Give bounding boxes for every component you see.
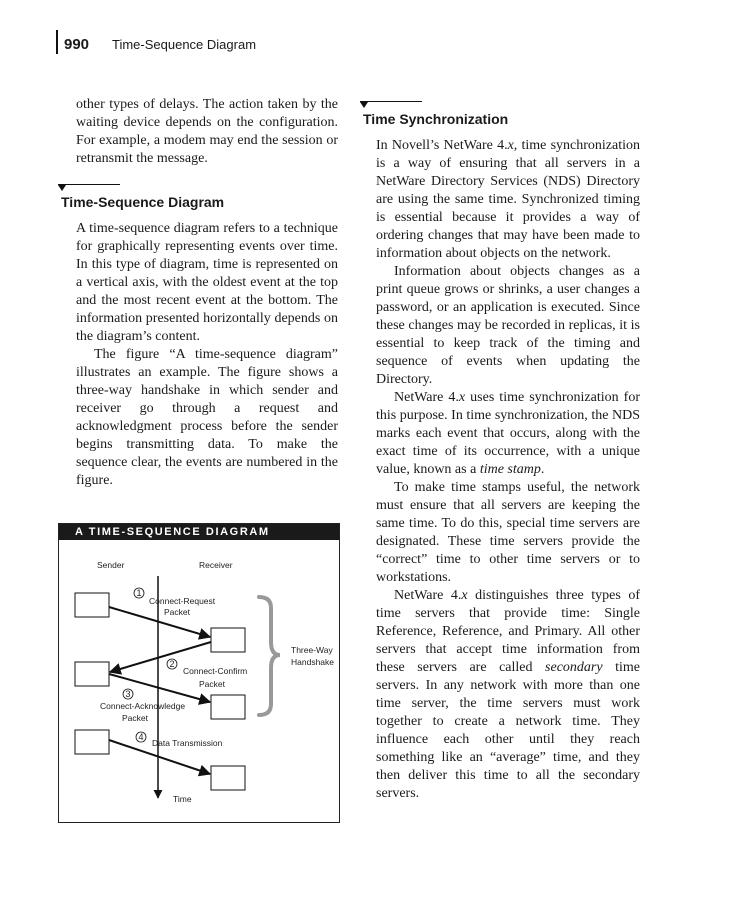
body-paragraph: Information about objects changes as a print queue grows or shrinks, a user changes a password, or an application is executed. Since these changes may be recorded in replicas, it is essential to keep track of the timing and sequence of events when updating the Directory. [376, 264, 640, 387]
step-label: Packet [122, 713, 148, 723]
section-title: Time Synchronization [363, 111, 509, 127]
italic-run: x [461, 588, 468, 603]
step-label: Connect-Request [149, 596, 216, 606]
body-paragraph [376, 587, 640, 803]
text-run: time servers. In any network with more than one time server, the time servers must work together to create a network time. They influence each other until they reach something like an “average” time, and they then deliver this time to all the secondary servers. [376, 660, 640, 801]
italic-run: secondary [545, 660, 603, 675]
step-number: 3 [125, 689, 131, 699]
intro-paragraph: other types of delays. The action taken by the waiting device depends on the configuration. For example, a modem may end the session or retransmit the message. [76, 97, 338, 166]
receiver-box [211, 766, 245, 790]
text-run: distinguishes three types of time servers that provide time: Single Reference, Reference, and Primary. All other servers that accept time information from these servers are called [376, 588, 641, 675]
brace-label: Handshake [291, 657, 335, 667]
step-label: Packet [164, 607, 190, 617]
receiver-box [211, 695, 245, 719]
brace-label: Three-Way [291, 645, 333, 655]
time-sequence-body [76, 220, 338, 490]
text-run: . [540, 462, 545, 477]
receiver-label: Receiver [199, 560, 233, 570]
step-label: Data Transmission [152, 738, 223, 748]
step-number: 1 [136, 588, 142, 598]
header-rule [56, 30, 58, 54]
time-label: Time [173, 794, 192, 804]
time-sequence-diagram [59, 524, 341, 824]
text-run: uses time synchronization for this purpose. In time synchronization, the NDS marks each event that occurs, along with the exact time of its occurrence, with a unique value, known as a [376, 390, 640, 477]
step-number: 2 [169, 659, 175, 669]
sender-box [75, 662, 109, 686]
step-number: 4 [138, 732, 144, 742]
time-sequence-figure [58, 523, 340, 823]
heading-rule [360, 101, 422, 102]
italic-run: x, [507, 138, 518, 153]
connect-request-arrow [109, 607, 210, 637]
text-run: In Novell’s NetWare 4. [376, 138, 508, 153]
page-number: 990 [64, 36, 90, 53]
sender-box [75, 730, 109, 754]
text-run: NetWare 4. [394, 588, 462, 603]
body-paragraph: The figure “A time-sequence diagram” illustrates an example. The figure shows a three-way handshake in which sender and receiver go through a request and acknowledgment process before the sender begins transmitting data. To make the sequence clear, the events are numbered in the figure. [76, 347, 338, 488]
body-paragraph: To make time stamps useful, the network must ensure that all servers are keeping the same time. To do this, special time servers are designated. These time servers provide the “correct” time to other time servers or to workstations. [376, 480, 640, 585]
step-label: Connect-Acknowledge [100, 701, 186, 711]
step-label: Connect-Confirm [183, 666, 248, 676]
section-title: Time-Sequence Diagram [61, 194, 225, 210]
running-header [56, 30, 456, 56]
left-intro [76, 96, 338, 168]
body-paragraph [376, 389, 640, 479]
text-run: time synchronization is a way of ensuring that all servers in a NetWare Directory Services (NDS) Directory are using the same time. Synchronized timing is essential because it provides a way of ordering changes that may have been made to information about objects on the network. [376, 138, 641, 261]
sender-label: Sender [97, 560, 125, 570]
italic-run: time stamp [479, 462, 541, 477]
italic-run: x [458, 390, 466, 405]
heading-rule [58, 184, 120, 185]
heading-triangle-icon [58, 185, 66, 191]
figure-title: A TIME-SEQUENCE DIAGRAM [59, 524, 339, 540]
body-paragraph: A time-sequence diagram refers to a technique for graphically representing events over time. In this type of diagram, time is represented on a vertical axis, with the oldest event at the top and the most recent event at the bottom. The information presented horizontally depends on the diagram’s content. [76, 221, 338, 344]
text-run: NetWare 4. [394, 390, 459, 405]
sender-box [75, 593, 109, 617]
heading-triangle-icon [360, 102, 368, 108]
receiver-box [211, 628, 245, 652]
time-sync-body [376, 137, 640, 803]
step-label: Packet [199, 679, 225, 689]
handshake-brace [259, 597, 280, 715]
running-title: Time-Sequence Diagram [112, 37, 257, 52]
connect-acknowledge-arrow [109, 674, 210, 702]
body-paragraph [376, 137, 640, 263]
